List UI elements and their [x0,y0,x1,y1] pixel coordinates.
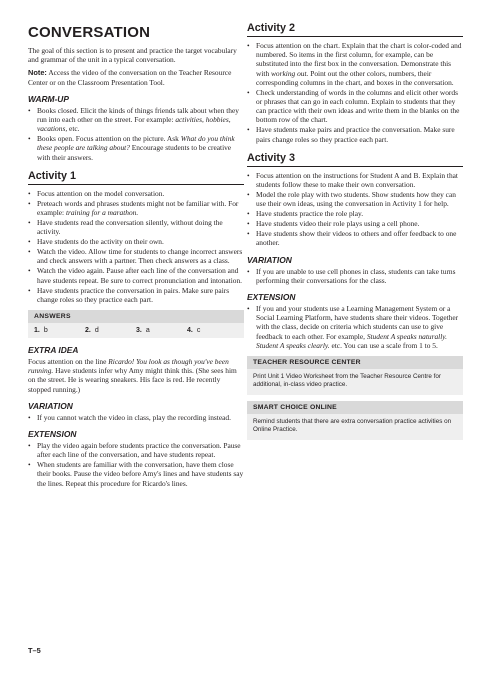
variation-heading: VARIATION [247,254,292,265]
answer-item: 2. d [85,327,99,335]
list-item: • Model the role play with two students. Show students how they can use their own ideas, using the conversation in Activity 1 for help. [247,190,463,208]
answer-item: 4. c [187,327,201,335]
list-item: • Check understanding of words in the columns and elicit other words or phrases that can go in each column. Explain to students that they can practice with their own ideas and write them in the blanks on the bottom row of the chart. [247,88,463,125]
activity2-heading: Activity 2 [247,22,463,37]
answers-box [28,310,244,338]
list-item: • Focus attention on the chart. Explain that the chart is color-coded and numbered. So items in the first column, for example, can be substituted into the first box in the conversation. Demonstrate this with working out. Point out the other colors, numbers, their corresponding columns in the chart, and boxes in the conversation. [247,41,463,87]
list-item: • Have students practice the role play. [247,209,463,218]
teacher-resource-center-heading: TEACHER RESOURCE CENTER [247,356,463,369]
list-item: • Have students do the activity on their own. [28,237,244,246]
answer-item: 1. b [34,327,48,335]
list-item: • Play the video again before students practice the conversation. Pause after each line of the conversation, and have students repeat. [28,441,244,459]
list-item: • Books closed. Elicit the kinds of things friends talk about when they run into each other on the street. For example: activities, hobbies, vacations, etc. [28,106,244,134]
extension-list [247,304,463,350]
list-item: • Have students video their role plays using a cell phone. [247,219,463,228]
extension-heading: EXTENSION [28,429,77,440]
smart-choice-online-heading: SMART CHOICE ONLINE [247,401,463,414]
extension-list [28,441,244,488]
note-label: Note: [28,68,47,78]
intro-paragraph: The goal of this section is to present and practice the target vocabulary and grammar of the unit in a typical conversation. [28,46,237,65]
teacher-resource-center-body: Print Unit 1 Video Worksheet from the Teacher Resource Centre for additional, in-class video practice. [247,369,463,395]
left-column [28,22,244,489]
variation-list [247,267,463,285]
list-item: • Focus attention on the instructions for Student A and B. Explain that students follow these to make their own conversation. [247,171,463,189]
answer-item: 3. a [136,327,150,335]
variation-list [28,413,244,422]
right-column [247,22,463,440]
warmup-heading: WARM-UP [28,93,69,104]
warmup-list [28,106,244,162]
note-text: Access the video of the conversation on the Teacher Resource Center or on the Classroom Presentation Tool. [28,68,232,87]
answers-heading: ANSWERS [28,310,244,323]
list-item: • Have students make pairs and practice the conversation. Make sure pairs change roles so they practice each part. [247,125,463,143]
activity3-heading: Activity 3 [247,152,463,167]
page-title: CONVERSATION [28,24,151,41]
list-item: • Focus attention on the model conversation. [28,189,244,198]
list-item: • If you are unable to use cell phones in class, students can take turns performing their conversations for the class. [247,267,463,285]
smart-choice-online-body: Remind students that there are extra conversation practice activities on Online Practice. [247,414,463,440]
activity3-list [247,171,463,248]
list-item: • When students are familiar with the conversation, have them close their books. Pause the video before Amy's lines and have students say the lines. Repeat this procedure for Ricardo's lines. [28,460,244,488]
activity1-list [28,189,244,304]
list-item: • Have students show their videos to others and offer feedback to one another. [247,229,463,247]
extension-heading: EXTENSION [247,292,296,303]
extra-idea-paragraph: Focus attention on the line Ricardo! You look as though you've been running. Have students infer why Amy might think this. (She sees him on the street. He is wearing sneakers. His face is red. He recently stopped running.) [28,357,237,394]
activity1-heading: Activity 1 [28,170,244,185]
list-item: • Watch the video. Allow time for students to change incorrect answers and check answers with a partner. Then check answers as a class. [28,247,244,265]
variation-heading: VARIATION [28,400,73,411]
list-item: • If you cannot watch the video in class, play the recording instead. [28,413,244,422]
note-paragraph [28,68,244,86]
list-item: • Books open. Focus attention on the picture. Ask What do you think these people are talking about? Encourage students to be creative with their answers. [28,134,244,162]
activity2-list [247,41,463,144]
smart-choice-online-box [247,401,463,440]
list-item: • If you and your students use a Learning Management System or a Social Learning Platform, have students share their videos. Together with the class, decide on criteria which students can use to give feedback to each other. For example, Student A speaks naturally. Student A speaks clearly. etc. You can use a scale from 1 to 5. [247,304,463,350]
teacher-resource-center-box [247,356,463,395]
list-item: • Have students read the conversation silently, without doing the activity. [28,218,244,236]
list-item: • Preteach words and phrases students might not be familiar with. For example: training for a marathon. [28,199,244,217]
extra-idea-heading: EXTRA IDEA [28,345,79,356]
answers-row [28,323,244,338]
page-number: T–5 [28,646,41,655]
list-item: • Watch the video again. Pause after each line of the conversation and have students repeat. Be sure to correct pronunciation and intonation. [28,266,244,284]
list-item: • Have students practice the conversation in pairs. Make sure pairs change roles so they practice each part. [28,286,244,304]
